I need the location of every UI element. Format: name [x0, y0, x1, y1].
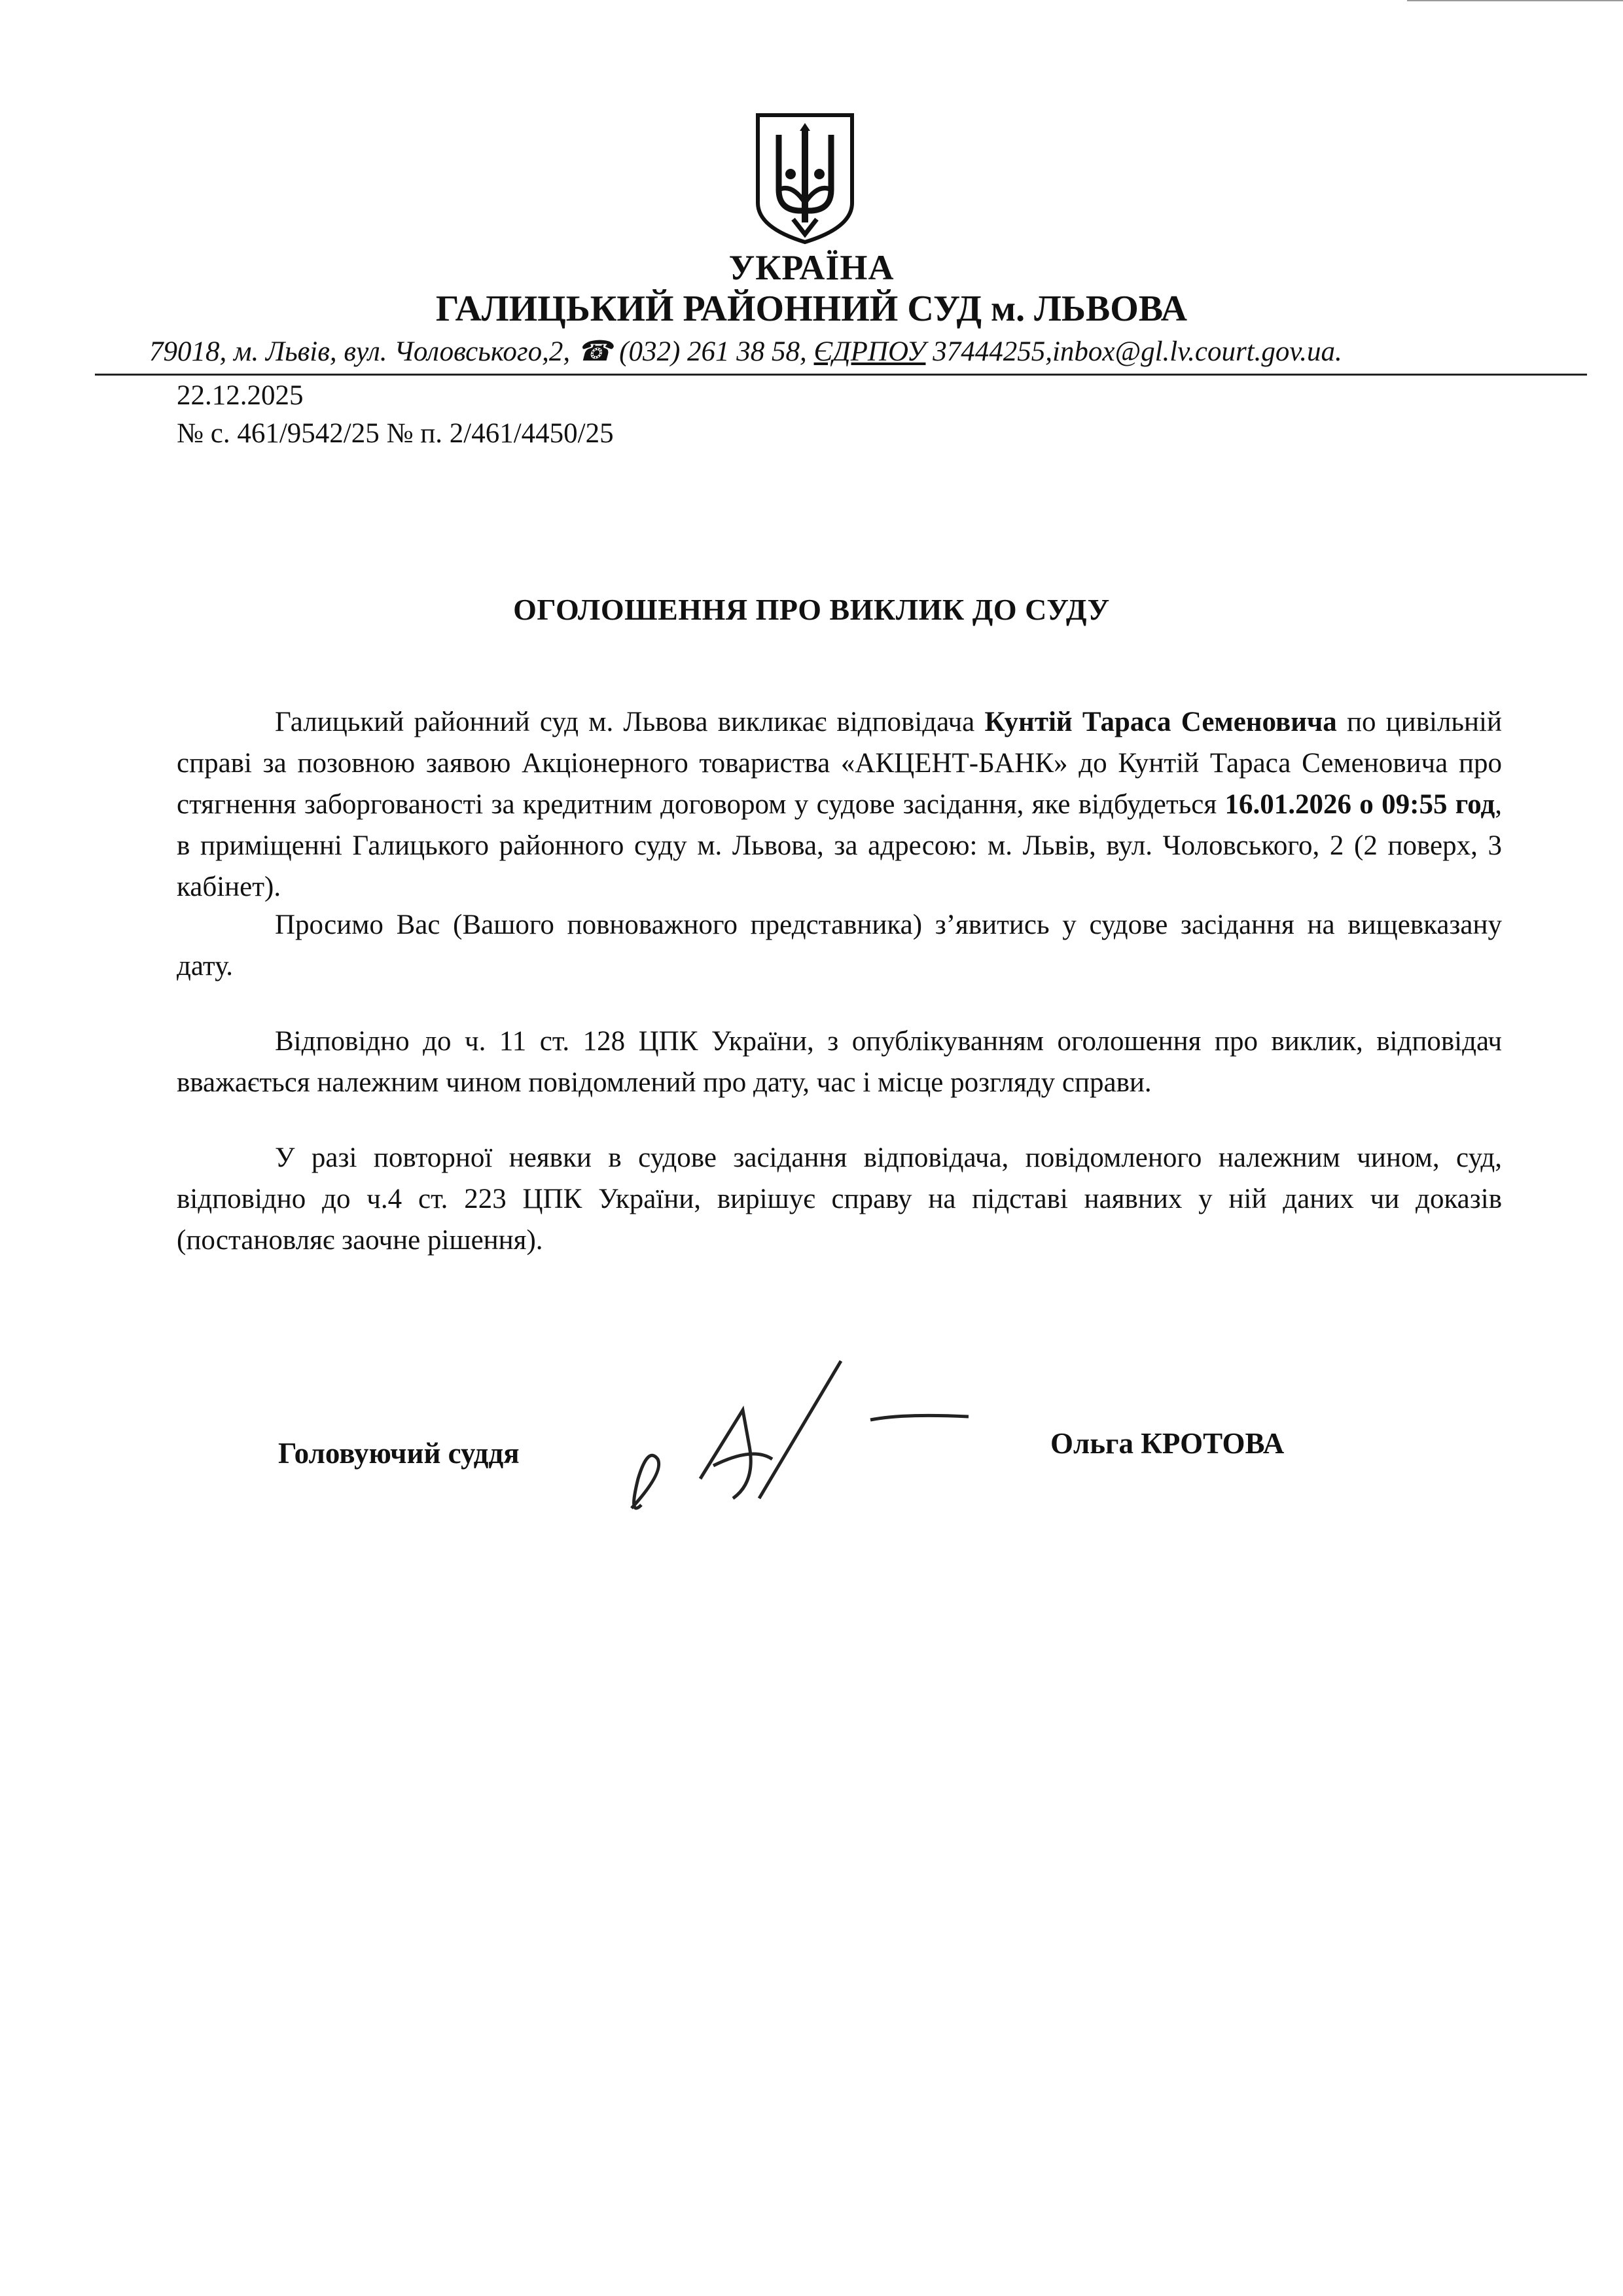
case-numbers: № с. 461/9542/25 № п. 2/461/4450/25	[177, 418, 614, 449]
handwritten-signature	[602, 1348, 982, 1531]
coat-of-arms-trident-icon	[753, 111, 857, 245]
header-divider	[95, 374, 1587, 376]
default-judgment-text: У разі повторної неявки в судове засідання відповідача, повідомленого належним чином, суд, відповідно до ч.4 ст. 223 ЦПК України, вирішує справу на підставі наявних у ній даних чи доказів (постановляє заочне рішення).	[177, 1142, 1502, 1256]
request-text: Просимо Вас (Вашого повноважного представника) з’явитись у судове засідання на вищевказану дату.	[177, 910, 1502, 981]
court-phone: (032) 261 38 58,	[619, 336, 807, 367]
court-address-line	[149, 335, 1556, 368]
summons-text-b: по цивільній справі за позовною заявою Акціонерного товариства «АКЦЕНТ-БАНК» до Кунтій Тараса Семеновича про стягнення заборгованості за кредитним договором у судове засідання, яке відбудеться	[177, 707, 1502, 820]
paragraph-default-judgment	[177, 1137, 1502, 1261]
paragraph-request	[177, 904, 1502, 987]
edrpou-email: 37444255,inbox@gl.lv.court.gov.ua.	[933, 336, 1342, 367]
paragraph-summons	[177, 701, 1502, 908]
paragraph-legal-notice	[177, 1021, 1502, 1103]
judge-name: Ольга КРОТОВА	[1050, 1427, 1285, 1460]
summons-text-c: , в приміщенні Галицького районного суду м. Львова, за адресою: м. Львів, вул. Чоловського, 2 (2 поверх, 3 кабінет).	[177, 789, 1503, 902]
phone-icon: ☎	[577, 336, 613, 367]
legal-notice-text: Відповідно до ч. 11 ст. 128 ЦПК України, з опублікуванням оголошення про виклик, відповідач вважається належним чином повідомлений про дату, час і місце розгляду справи.	[177, 1026, 1502, 1098]
notice-title: ОГОЛОШЕННЯ ПРО ВИКЛИК ДО СУДУ	[513, 593, 1110, 626]
scan-edge-line	[1407, 0, 1623, 1]
court-address: 79018, м. Львів, вул. Чоловського,2,	[149, 336, 577, 367]
summons-text-a: Галицький районний суд м. Львова викликає відповідача	[275, 707, 985, 737]
court-name-heading: ГАЛИЦЬКИЙ РАЙОННИЙ СУД м. ЛЬВОВА	[435, 289, 1188, 329]
country-heading: УКРАЇНА	[728, 248, 895, 287]
hearing-datetime: 16.01.2026 о 09:55 год	[1224, 789, 1495, 820]
presiding-judge-label: Головуючий суддя	[278, 1437, 520, 1470]
document-date: 22.12.2025	[177, 380, 304, 411]
defendant-name: Кунтій Тараса Семеновича	[984, 707, 1337, 737]
edrpou-label: ЄДРПОУ	[813, 336, 926, 367]
